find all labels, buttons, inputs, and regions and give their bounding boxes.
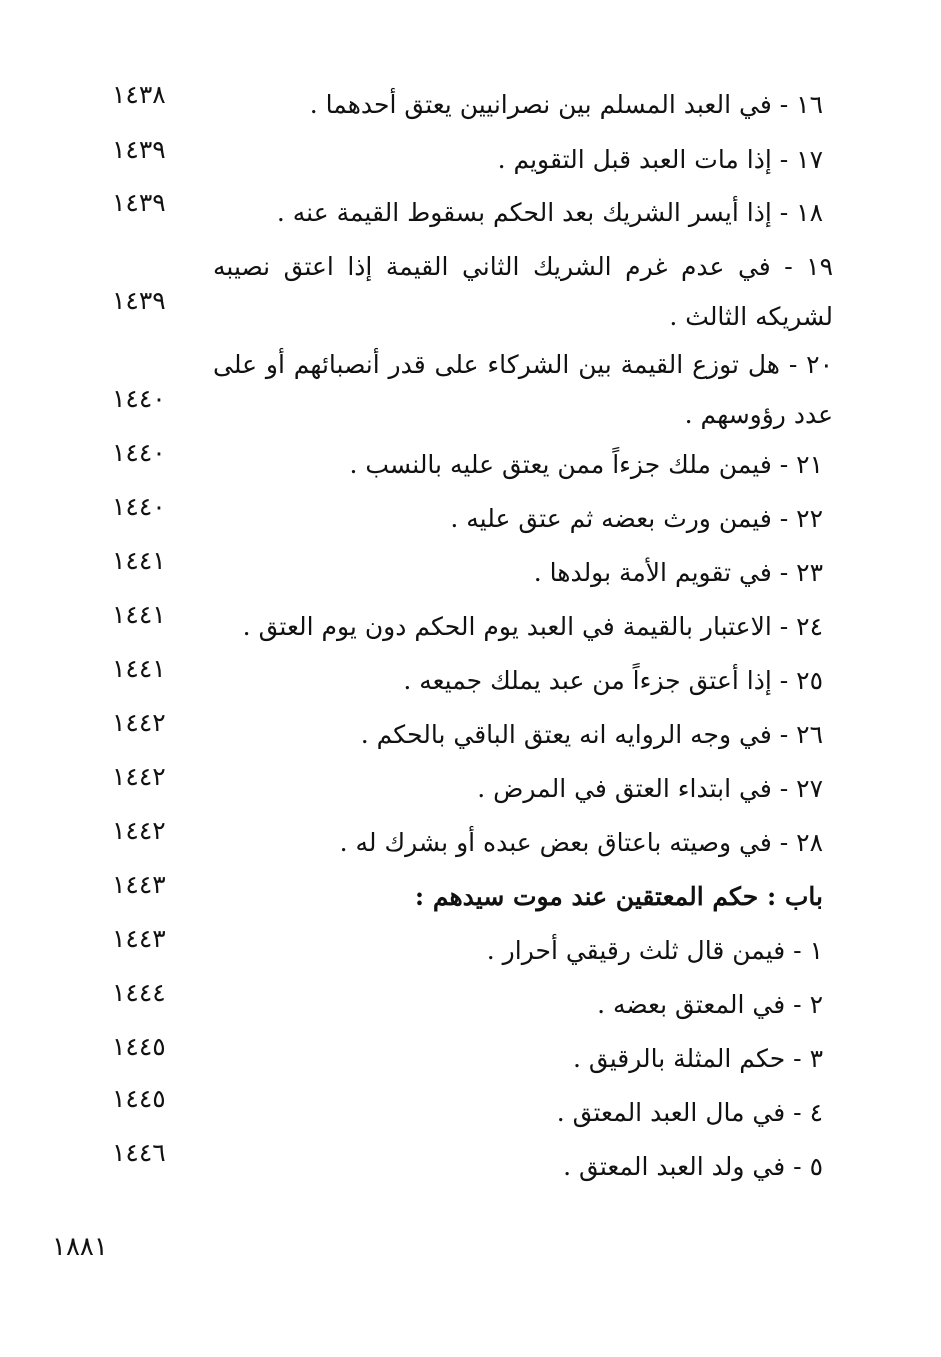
toc-entry-page: ١٤٤٣ [112, 870, 166, 899]
toc-entry-page: ١٤٤٢ [112, 816, 166, 845]
toc-entry-title: ٢ - في المعتق بعضه . [597, 990, 823, 1019]
toc-entry-title: ١٨ - إذا أيسر الشريك بعد الحكم بسقوط القيمة عنه . [276, 198, 823, 227]
toc-entry-page: ١٤٤٣ [112, 924, 166, 953]
toc-entry-title: ٢١ - فيمن ملك جزءاً ممن يعتق عليه بالنسب . [349, 450, 823, 479]
toc-entry-title: ٥ - في ولد العبد المعتق . [563, 1152, 823, 1181]
toc-entry-title: ٢٧ - في ابتداء العتق في المرض . [477, 774, 823, 803]
toc-entry-title: ٢٠ - هل توزع القيمة بين الشركاء على قدر أنصبائهم أو على عدد رؤوسهم . [213, 350, 833, 429]
toc-entry-page: ١٤٤١ [112, 546, 166, 575]
toc-entry-page: ١٤٤٠ [112, 384, 166, 413]
toc-entry-title: ١٧ - إذا مات العبد قبل التقويم . [497, 145, 823, 174]
toc-entry-title: ٢٦ - في وجه الروايه انه يعتق الباقي بالحكم . [360, 720, 823, 749]
page-number: ١٨٨١ [52, 1232, 108, 1262]
toc-entry-title: ١٦ - في العبد المسلم بين نصرانيين يعتق أحدهما . [309, 90, 823, 119]
toc-entry-page: ١٤٤٤ [112, 978, 166, 1007]
toc-entry-title: ٢٤ - الاعتبار بالقيمة في العبد يوم الحكم دون يوم العتق . [242, 612, 823, 641]
toc-entry-page: ١٤٣٩ [112, 286, 166, 315]
toc-entry-page: ١٤٣٩ [112, 188, 166, 217]
toc-entry-page: ١٤٤٢ [112, 708, 166, 737]
section-heading: باب : حكم المعتقين عند موت سيدهم : [414, 882, 823, 911]
toc-entry-title: ١٩ - في عدم غرم الشريك الثاني القيمة إذا اعتق نصيبه لشريكه الثالث . [213, 252, 833, 331]
toc-entry-title: ٣ - حكم المثلة بالرقيق . [572, 1044, 823, 1073]
toc-entry-page: ١٤٤١ [112, 654, 166, 683]
toc-entry-page: ١٤٣٨ [112, 80, 166, 109]
toc-entry-page: ١٤٣٩ [112, 135, 166, 164]
toc-entry-title: ٤ - في مال العبد المعتق . [556, 1098, 823, 1127]
toc-entry-page: ١٤٤٥ [112, 1032, 166, 1061]
toc-entry-page: ١٤٤٠ [112, 438, 166, 467]
toc-entry-page: ١٤٤٠ [112, 492, 166, 521]
toc-entry-page: ١٤٤٥ [112, 1084, 166, 1113]
toc-entry-page: ١٤٤٦ [112, 1138, 166, 1167]
toc-entry-page: ١٤٤١ [112, 600, 166, 629]
toc-entry-title: ٢٣ - في تقويم الأمة بولدها . [533, 558, 823, 587]
toc-entry-title: ٢٥ - إذا أعتق جزءاً من عبد يملك جميعه . [403, 666, 823, 695]
toc-entry-page: ١٤٤٢ [112, 762, 166, 791]
toc-entry-title: ٢٢ - فيمن ورث بعضه ثم عتق عليه . [450, 504, 823, 533]
toc-entry-title: ٢٨ - في وصيته باعتاق بعض عبده أو بشرك له . [339, 828, 823, 857]
toc-entry-title: ١ - فيمن قال ثلث رقيقي أحرار . [486, 936, 823, 965]
